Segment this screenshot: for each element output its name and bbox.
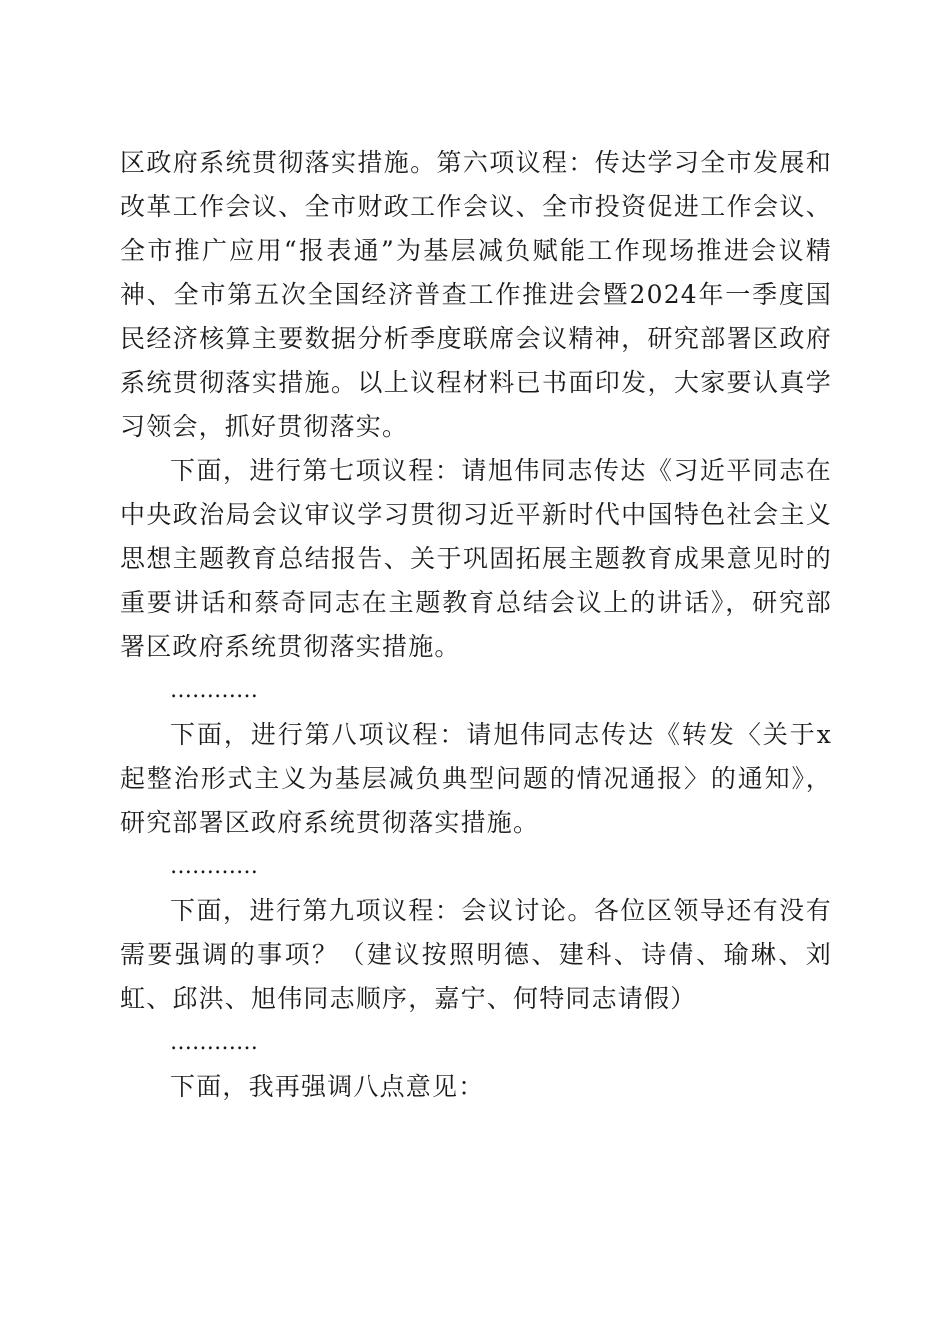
paragraph-agenda-eight: 下面，进行第八项议程：请旭伟同志传达《转发〈关于x起整治形式主义为基层减负典型问题的情况通报〉的通知》，研究部署区政府系统贯彻落实措施。 <box>120 720 832 837</box>
ellipsis-separator: ………… <box>170 1030 258 1055</box>
document-body <box>120 141 832 1109</box>
paragraph-agenda-seven: 下面，进行第七项议程：请旭伟同志传达《习近平同志在中央政治局会议审议学习贯彻习近平新时代中国特色社会主义思想主题教育总结报告、关于巩固拓展主题教育成果意见时的重要讲话和蔡奇同志在主题教育总结会议上的讲话》，研究部署区政府系统贯彻落实措施。 <box>120 456 832 661</box>
paragraph-closing-remarks: 下面，我再强调八点意见： <box>170 1072 485 1101</box>
ellipsis-separator: ………… <box>170 854 258 879</box>
paragraph-agenda-nine: 下面，进行第九项议程：会议讨论。各位区领导还有没有需要强调的事项？（建议按照明德、建科、诗倩、瑜琳、刘虹、邱洪、旭伟同志顺序，嘉宁、何特同志请假） <box>120 896 832 1013</box>
paragraph-agenda-six: 区政府系统贯彻落实措施。第六项议程：传达学习全市发展和改革工作会议、全市财政工作会议、全市投资促进工作会议、全市推广应用“报表通”为基层减负赋能工作现场推进会议精神、全市第五次全国经济普查工作推进会暨2024年一季度国民经济核算主要数据分析季度联席会议精神，研究部署区政府系统贯彻落实措施。以上议程材料已书面印发，大家要认真学习领会，抓好贯彻落实。 <box>120 148 832 441</box>
ellipsis-separator: ………… <box>170 678 258 703</box>
